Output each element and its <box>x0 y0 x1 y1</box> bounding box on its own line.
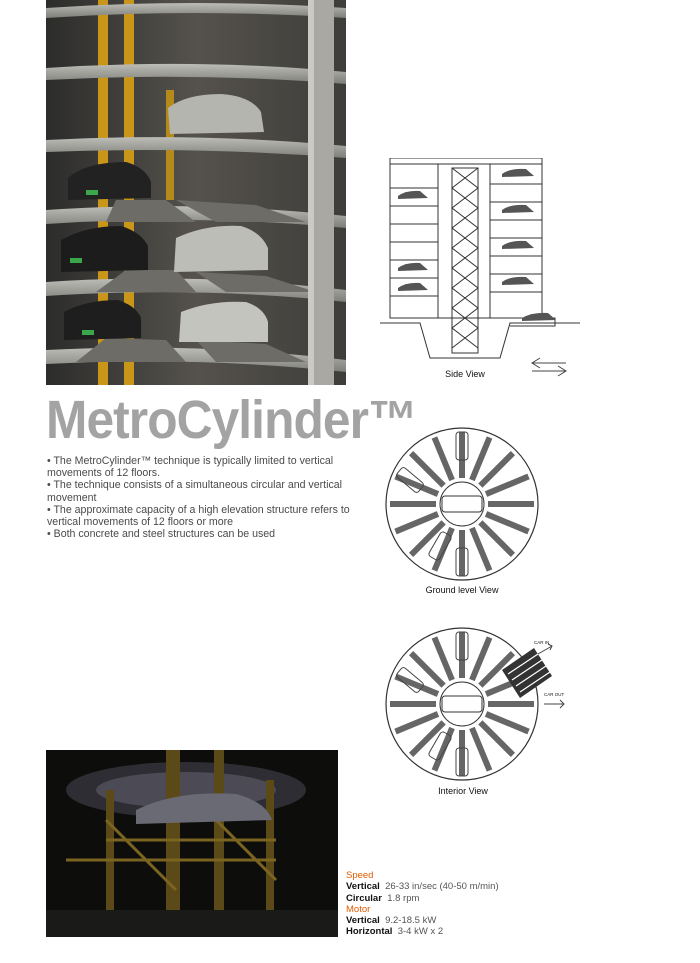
spec-row-motor-vertical <box>346 915 499 926</box>
car-in-label: CAR IN <box>534 640 550 645</box>
bullet-item: • Both concrete and steel structures can be used <box>47 528 276 541</box>
spec-list <box>346 870 499 938</box>
ground-level-drawing <box>384 426 540 582</box>
interior-view-drawing <box>384 626 584 782</box>
interior-render-illustration <box>46 750 338 937</box>
parking-tower-illustration <box>46 0 346 385</box>
parking-tower-render-bottom <box>46 750 338 937</box>
bullet-item: • The approximate capacity of a high elevation structure refers to vertical movements of 12 floors or more <box>47 503 350 529</box>
motor-heading: Motor <box>346 903 371 915</box>
feature-bullets <box>47 455 357 540</box>
side-view-diagram <box>380 158 600 383</box>
parking-tower-render-top <box>46 0 346 385</box>
page-title: MetroCylinder™ <box>46 390 417 450</box>
spec-label: Vertical <box>346 915 380 927</box>
car-out-label: CAR OUT <box>544 692 565 697</box>
bullet-item: • The MetroCylinder™ technique is typically limited to vertical movements of 12 floors. <box>47 455 334 480</box>
ground-level-caption: Ground level View <box>425 585 499 595</box>
spec-value: 26-33 in/sec (40-50 m/min) <box>385 881 499 893</box>
spec-row-vertical-speed <box>346 881 499 892</box>
ground-level-diagram <box>384 426 540 582</box>
spec-label: Horizontal <box>346 926 393 938</box>
spec-value: 3-4 kW x 2 <box>397 926 444 938</box>
spec-label: Circular <box>346 892 382 904</box>
speed-heading: Speed <box>346 870 374 881</box>
bullet-item: • The technique consists of a simultaneous circular and vertical movement <box>47 479 342 504</box>
spec-label: Vertical <box>346 881 380 893</box>
side-view-drawing <box>380 158 600 383</box>
spec-row-circular-speed <box>346 893 499 904</box>
spec-value: 9.2-18.5 kW <box>385 915 437 927</box>
interior-view-caption: Interior View <box>438 786 488 796</box>
interior-view-diagram <box>384 626 584 782</box>
spec-value: 1.8 rpm <box>387 892 420 904</box>
spec-row-motor-horizontal <box>346 926 499 937</box>
side-view-caption: Side View <box>445 369 485 379</box>
